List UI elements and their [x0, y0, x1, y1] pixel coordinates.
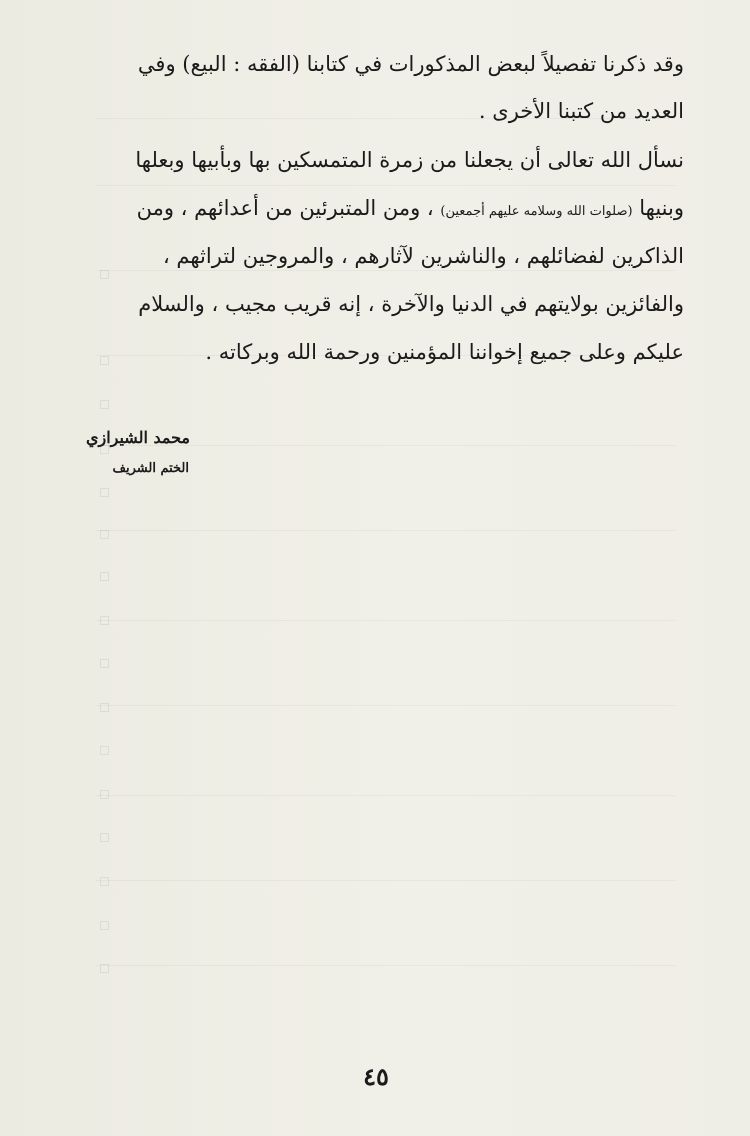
ghost-line — [95, 705, 675, 706]
ghost-box — [100, 530, 109, 539]
ghost-line — [95, 530, 675, 531]
ghost-line — [95, 795, 675, 796]
salutation-small-text: (صلوات الله وسلامه عليهم أجمعين) — [440, 204, 633, 219]
signature-name: محمد الشيرازي — [85, 428, 190, 447]
ghost-box — [100, 790, 109, 799]
paragraph-2-line-1: نسأل الله تعالى أن يجعلنا من زمرة المتمسكين بها وبأبيها وبعلها — [135, 148, 684, 172]
ghost-line — [95, 185, 675, 186]
paragraph-1-line-2: العديد من كتبنا الأخرى . — [478, 99, 684, 123]
ghost-box — [100, 877, 109, 886]
ghost-box — [100, 746, 109, 755]
paragraph-1-line-1: وقد ذكرنا تفصيلاً لبعض المذكورات في كتابنا (الفقه : البيع) وفي — [137, 52, 684, 76]
ghost-box — [100, 270, 109, 279]
signature-subtitle: الختم الشريف — [112, 461, 189, 476]
paragraph-2-line-5: عليكم وعلى جميع إخواننا المؤمنين ورحمة الله وبركاته . — [205, 340, 684, 364]
paragraph-2-line-4: والفائزين بولايتهم في الدنيا والآخرة ، إنه قريب مجيب ، والسلام — [138, 292, 684, 316]
ghost-box — [100, 833, 109, 842]
page-number: ٤٥ — [363, 1062, 389, 1091]
ghost-box — [100, 659, 109, 668]
ghost-line — [95, 880, 675, 881]
ghost-line — [95, 965, 675, 966]
paragraph-2-line-2-start: وبنيها — [639, 196, 684, 220]
paragraph-2-line-2 — [66, 193, 684, 227]
ghost-box — [100, 488, 109, 497]
ghost-line — [95, 620, 675, 621]
ghost-box — [100, 703, 109, 712]
ghost-box — [100, 400, 109, 409]
ghost-box — [100, 616, 109, 625]
paragraph-2-line-2-end: ، ومن المتبرئين من أعدائهم ، ومن — [136, 196, 434, 220]
paragraph-2-line-3: الذاكرين لفضائلهم ، والناشرين لآثارهم ، والمروجين لتراثهم ، — [162, 244, 684, 268]
ghost-box — [100, 572, 109, 581]
ghost-box — [100, 921, 109, 930]
ghost-box — [100, 964, 109, 973]
